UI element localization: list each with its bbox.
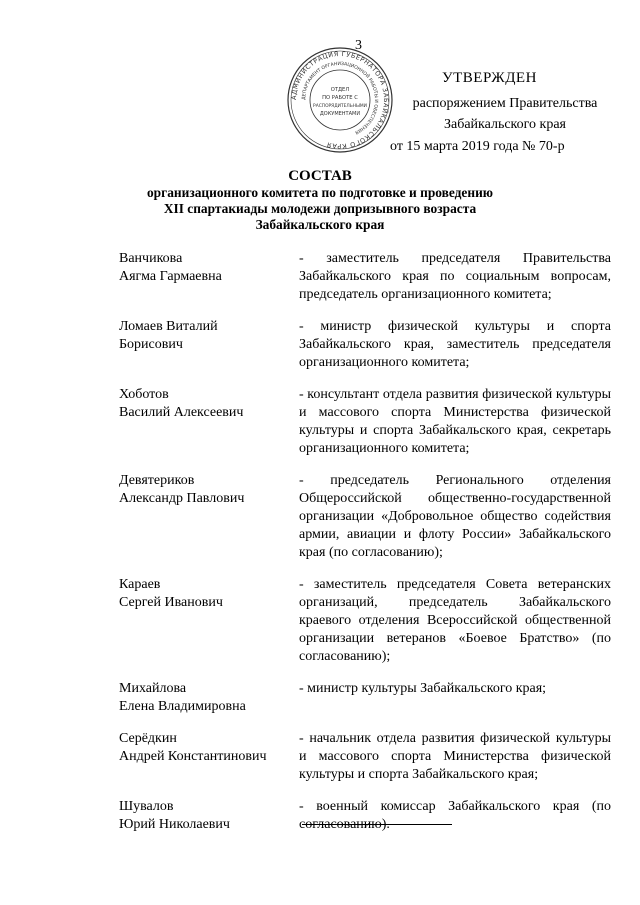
member-surname: Караев — [119, 577, 161, 592]
committee-members-list — [119, 250, 611, 848]
approval-line-1: распоряжением Правительства — [412, 96, 598, 111]
member-role: - министр физической культуры и спорта Забайкальского края, заместитель председателя организационного комитета; — [299, 319, 611, 370]
approval-line-2: Забайкальского края — [443, 117, 566, 132]
member-row — [119, 386, 611, 458]
member-given-name: Аягма Гармаевна — [119, 269, 222, 284]
member-given-name: Андрей Константинович — [119, 749, 267, 764]
member-row — [119, 576, 611, 666]
member-given-name: Сергей Иванович — [119, 595, 223, 610]
official-stamp — [285, 45, 395, 155]
member-name — [119, 318, 299, 372]
member-given-name: Василий Алексеевич — [119, 405, 244, 420]
end-of-document-divider — [302, 824, 452, 825]
member-name — [119, 386, 299, 458]
member-role: - военный комиссар Забайкальского края (по согласованию). — [299, 799, 611, 832]
member-surname: Ломаев Виталий — [119, 319, 218, 334]
stamp-ring-text: АДМИНИСТРАЦИЯ ГУБЕРНАТОРА ЗАБАЙКАЛЬСКОГО КРАЯ — [289, 49, 391, 151]
member-surname: Михайлова — [119, 681, 187, 696]
approval-date: от 15 марта 2019 года № 70-р — [390, 139, 565, 154]
member-role: - заместитель председателя Совета ветеранских организаций, председатель Забайкальского краевого отделения Всероссийской общественной организации ветеранов «Боевое Братство» (по согласованию); — [299, 577, 611, 664]
member-role: - председатель Регионального отделения Общероссийской общественно-государственной организации «Добровольное общество содействия армии, авиации и флоту России» Забайкальского края (по согласованию); — [299, 473, 611, 560]
stamp-center-line-2: ПО РАБОТЕ С — [322, 95, 358, 101]
member-surname: Шувалов — [119, 799, 174, 814]
member-name — [119, 680, 299, 716]
approval-title: УТВЕРЖДЕН — [442, 70, 537, 86]
member-row — [119, 730, 611, 784]
member-name — [119, 798, 299, 834]
member-given-name: Александр Павлович — [119, 491, 245, 506]
member-surname: Девятериков — [119, 473, 195, 488]
member-surname: Ванчикова — [119, 251, 183, 266]
header-line-1: организационного комитета по подготовке и проведению — [146, 185, 494, 200]
member-given-name: Юрий Николаевич — [119, 817, 230, 832]
member-name — [119, 576, 299, 666]
member-role: - заместитель председателя Правительства Забайкальского края по социальным вопросам, председатель организационного комитета; — [299, 251, 611, 302]
header-line-3: Забайкальского края — [255, 217, 385, 232]
member-surname: Хоботов — [119, 387, 169, 402]
header-line-2: XII спартакиады молодежи допризывного возраста — [163, 201, 477, 216]
stamp-center-line-3: РАСПОРЯДИТЕЛЬНЫМИ — [313, 104, 367, 109]
approval-block — [390, 68, 620, 157]
member-row — [119, 680, 611, 716]
stamp-seal-icon — [285, 45, 395, 155]
member-surname: Серёдкин — [119, 731, 177, 746]
member-row — [119, 318, 611, 372]
stamp-center-line-1: ОТДЕЛ — [330, 87, 350, 93]
stamp-center-line-4: ДОКУМЕНТАМИ — [319, 111, 361, 117]
document-title: СОСТАВ — [288, 168, 352, 184]
member-name — [119, 250, 299, 304]
page-number: 3 — [355, 38, 362, 53]
member-name — [119, 472, 299, 562]
member-role: - начальник отдела развития физической культуры и массового спорта Министерства физической культуры и спорта Забайкальского края; — [299, 731, 611, 782]
member-name — [119, 730, 299, 784]
member-row — [119, 472, 611, 562]
member-given-name: Елена Владимировна — [119, 699, 246, 714]
document-header — [110, 168, 530, 233]
member-row — [119, 798, 611, 834]
member-role: - министр культуры Забайкальского края; — [299, 681, 547, 696]
member-row — [119, 250, 611, 304]
stamp-inner-ring-text: ДЕПАРТАМЕНТ ОРГАНИЗАЦИОННОЙ РАБОТЫ И ОБЕСПЕЧЕНИЯ — [301, 61, 379, 135]
member-role: - консультант отдела развития физической культуры и массового спорта Министерства физической культуры и спорта Забайкальского края, секретарь организационного комитета; — [299, 387, 611, 456]
member-given-name: Борисович — [119, 337, 183, 352]
